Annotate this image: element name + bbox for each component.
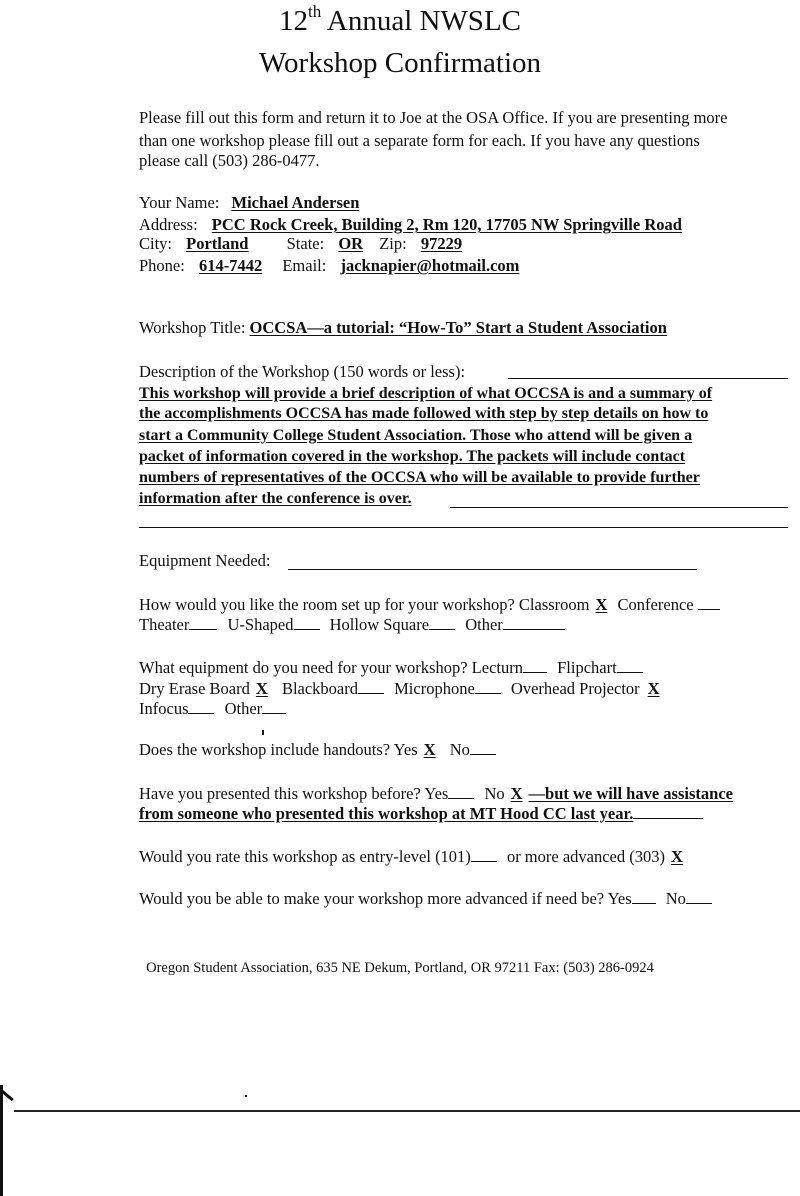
dry-erase-mark[interactable]: X [255,679,268,698]
hollow-square-blank[interactable] [429,615,455,630]
microphone-blank[interactable] [475,679,501,694]
level-row [139,847,689,867]
conference-blank[interactable] [698,595,720,610]
city-row [139,234,476,254]
presented-note-blank[interactable] [633,804,703,819]
name-field[interactable]: Michael Andersen [231,193,360,212]
equipment-row-3 [139,699,286,719]
city-label: City: [139,234,173,253]
presented-no-label: No [484,784,505,803]
room-setup-row-2 [139,615,565,635]
more-advanced-question: Would you be able to make your workshop more advanced if need be? [139,889,605,908]
scan-left-edge [0,1085,3,1196]
handouts-yes-mark[interactable]: X [423,740,436,759]
infocus-label: Infocus [139,699,189,718]
scan-bottom-line [14,1110,800,1112]
room-setup-row-1 [139,595,720,615]
handouts-question: Does the workshop include handouts? [139,740,391,759]
presented-question: Have you presented this workshop before? [139,784,421,803]
address-field[interactable]: PCC Rock Creek, Building 2, Rm 120, 17705 NW Springville Road [211,215,682,234]
presented-before-row-2 [139,804,703,824]
email-label: Email: [282,256,327,275]
lectern-blank[interactable] [523,658,547,673]
presented-before-row-1 [139,784,733,804]
classroom-label: Classroom [518,595,590,614]
handouts-row [139,740,496,760]
description-line-6: information after the conference is over. [139,490,412,507]
description-line-4: packet of information covered in the workshop. The packets will include contact [139,448,686,465]
room-setup-question: How would you like the room set up for your workshop? [139,595,515,614]
handouts-yes-label: Yes [393,740,418,759]
workshop-title-label: Workshop Title: [139,318,246,337]
flipchart-blank[interactable] [617,658,643,673]
more-advanced-yes-label: Yes [607,889,632,908]
description-line-3: start a Community College Student Association. Those who attend will be given a [139,427,693,444]
phone-field[interactable]: 614-7442 [198,256,263,275]
blackboard-label: Blackboard [281,679,358,698]
address-label: Address: [139,215,198,234]
description-line-5: numbers of representatives of the OCCSA who will be available to provide further [139,469,700,486]
equipment-question: What equipment do you need for your workshop? [139,658,468,677]
more-advanced-no-label: No [665,889,686,908]
intro-line-1: Please fill out this form and return it to Joe at the OSA Office. If you are presenting more [139,108,728,127]
description-label: Description of the Workshop (150 words or less): [139,362,466,381]
equipment-needed-field[interactable] [288,569,697,570]
conference-label: Conference [617,595,694,614]
presented-note-part-1: —but we will have assistance [528,784,733,803]
intro-line-2: than one workshop please fill out a separate form for each. If you have any questions [139,131,700,150]
more-advanced-yes-blank[interactable] [632,889,656,904]
equipment-needed-label: Equipment Needed: [139,551,271,570]
equipment-row-1 [139,658,643,678]
lectern-label: Lecturn [471,658,523,677]
presented-note-part-2: from someone who presented this workshop at MT Hood CC last year. [139,804,634,823]
scan-speck-2 [262,730,264,735]
entry-level-blank[interactable] [471,847,497,862]
workshop-title-field[interactable]: OCCSA—a tutorial: “How-To” Start a Student Association [249,318,667,337]
email-field[interactable]: jacknapier@hotmail.com [340,256,520,275]
theater-label: Theater [139,615,190,634]
scan-speck [245,1095,247,1097]
hollow-square-label: Hollow Square [329,615,430,634]
name-label: Your Name: [139,193,220,212]
description-label-line [508,378,788,379]
title-ordinal: th [307,2,322,21]
blackboard-blank[interactable] [358,679,384,694]
zip-label: Zip: [379,234,407,253]
phone-row [139,256,537,276]
dry-erase-label: Dry Erase Board [139,679,250,698]
description-line-1: This workshop will provide a brief description of what OCCSA is and a summary of [139,385,713,402]
state-label: State: [286,234,325,253]
city-field[interactable]: Portland [186,234,249,253]
classroom-mark[interactable]: X [595,595,608,614]
u-shaped-blank[interactable] [294,615,320,630]
name-row [139,193,431,213]
presented-yes-label: Yes [424,784,449,803]
presented-no-mark[interactable]: X [510,784,523,803]
room-other-blank[interactable] [503,615,565,630]
form-subtitle: Workshop Confirmation [259,47,541,79]
microphone-label: Microphone [394,679,475,698]
overhead-label: Overhead Projector [510,679,640,698]
presented-yes-blank[interactable] [448,784,474,799]
state-field[interactable]: OR [338,234,364,253]
level-question: Would you rate this workshop as entry-level (101) [139,847,471,866]
flipchart-label: Flipchart [557,658,617,677]
room-other-label: Other [465,615,503,634]
description-extra-line [139,527,788,528]
more-advanced-row [139,889,712,909]
equipment-other-blank[interactable] [262,699,286,714]
infocus-blank[interactable] [188,699,214,714]
u-shaped-label: U-Shaped [227,615,294,634]
phone-label: Phone: [139,256,185,275]
footer-address: Oregon Student Association, 635 NE Dekum, Portland, OR 97211 Fax: (503) 286-0924 [146,960,654,976]
advanced-mark[interactable]: X [671,847,683,866]
description-line-2: the accomplishments OCCSA has made followed with step by step details on how to [139,405,709,422]
intro-line-3: please call (503) 286-0477. [139,151,320,170]
overhead-mark[interactable]: X [647,679,660,698]
title-number: 12 [278,5,308,37]
handouts-no-blank[interactable] [470,740,496,755]
advanced-label: or more advanced (303) [506,847,665,866]
workshop-title-row [139,318,729,338]
zip-field[interactable]: 97229 [420,234,463,253]
more-advanced-no-blank[interactable] [686,889,712,904]
description-line-6-blank [450,507,788,508]
theater-blank[interactable] [189,615,217,630]
equipment-row-2 [139,679,668,699]
equipment-other-label: Other [224,699,263,718]
address-row [139,215,732,235]
form-title [0,4,800,39]
handouts-no-label: No [449,740,470,759]
title-text: Annual NWSLC [326,5,521,37]
